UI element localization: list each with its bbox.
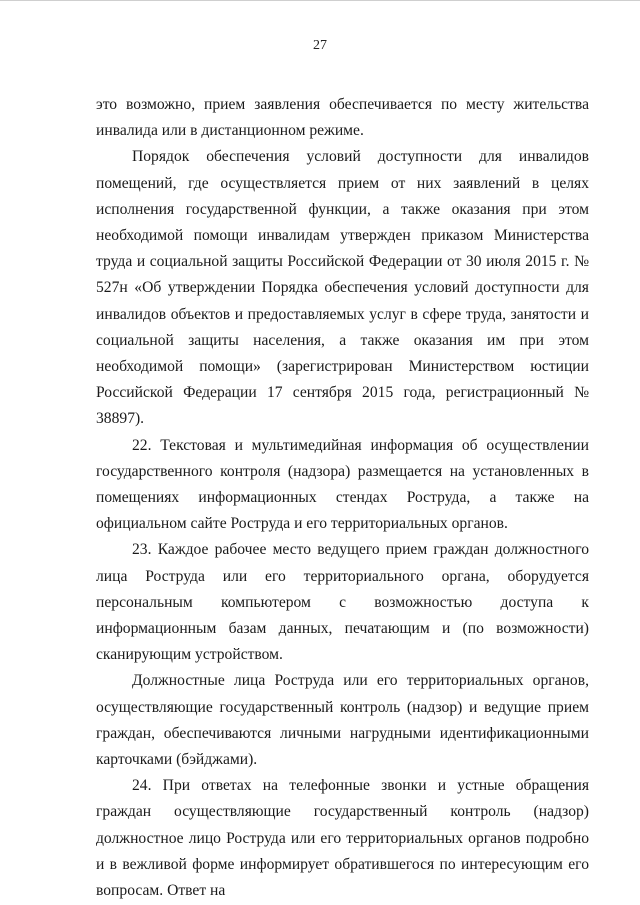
page-top-edge — [0, 0, 640, 1]
paragraph-badges: Должностные лица Роструда или его территориальных органов, осуществляющие государственный контроль (надзор) и ведущие прием граждан, обеспечиваются личными нагрудными идентификационными карточками (бэйджами). — [96, 672, 589, 769]
page-number: 27 — [313, 38, 327, 53]
document-body — [96, 92, 589, 904]
paragraph-23-workplace-equipment: 23. Каждое рабочее место ведущего прием граждан должностного лица Роструда или его территориального органа, оборудуется персональным компьютером с возможностью доступа к информационным базам данных, печатающим и (по возможности) сканирующим устройством. — [96, 541, 589, 664]
paragraph-continuation: это возможно, прием заявления обеспечивается по месту жительства инвалида или в дистанционном режиме. — [96, 96, 589, 140]
paragraph-24-phone-calls: 24. При ответах на телефонные звонки и устные обращения граждан осуществляющие государственный контроль (надзор) должностное лицо Роструда или его территориальных органов подробно и в вежливой форме информирует обратившегося по интересующим его вопросам. Ответ на — [96, 777, 589, 900]
paragraph-accessibility-procedure: Порядок обеспечения условий доступности для инвалидов помещений, где осуществляется прием от них заявлений в целях исполнения государственной функции, а также оказания при этом необходимой помощи инвалидам утвержден приказом Министерства труда и социальной защиты Российской Федерации от 30 июля 2015 г. № 527н «Об утверждении Порядка обеспечения условий доступности для инвалидов объектов и предоставляемых услуг в сфере труда, занятости и социальной защиты населения, а также оказания им при этом необходимой помощи» (зарегистрирован Министерством юстиции Российской Федерации 17 сентября 2015 года, регистрационный № 38897). — [96, 148, 589, 428]
paragraph-22-information-stands: 22. Текстовая и мультимедийная информация об осуществлении государственного контроля (надзора) размещается на установленных в помещениях информационных стендах Роструда, а также на официальном сайте Роструда и его территориальных органов. — [96, 436, 589, 533]
